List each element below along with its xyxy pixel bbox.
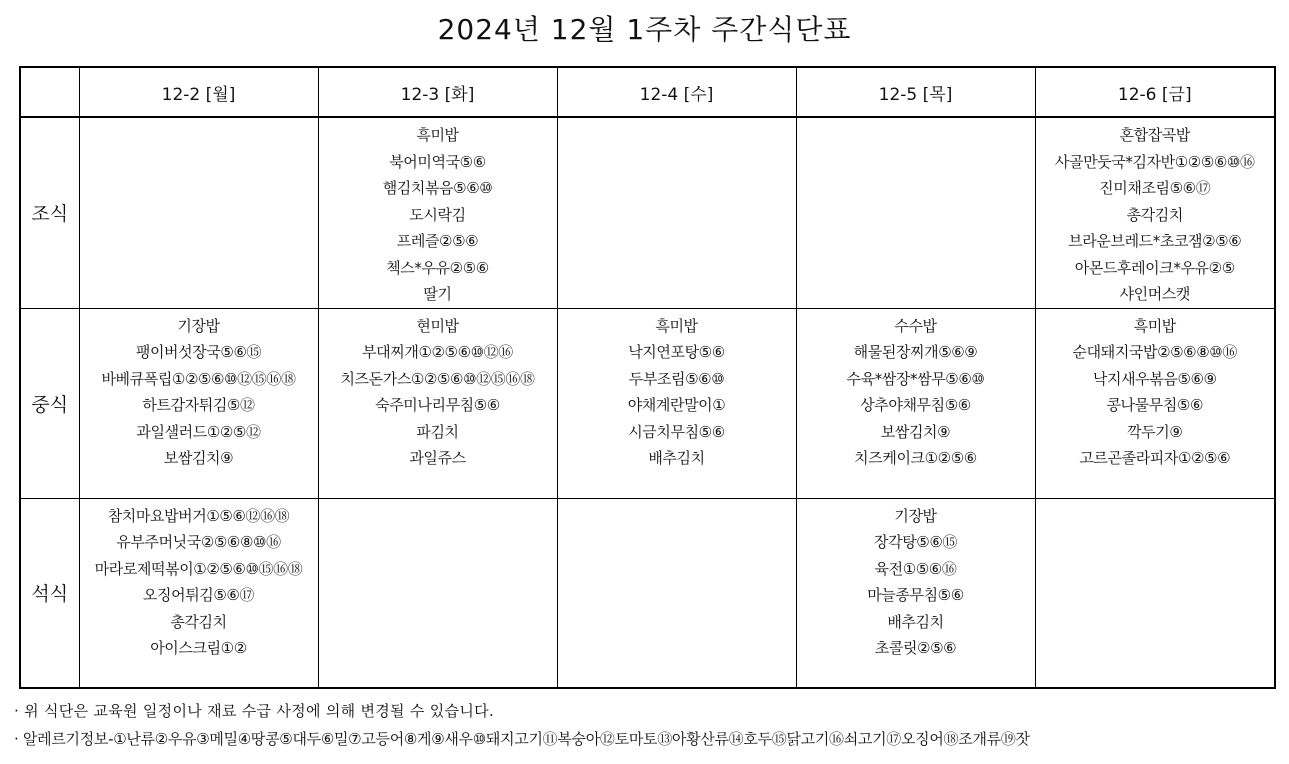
menu-item-list [797,499,1035,662]
menu-item: 참치마요밥버거①⑤⑥⑫⑯⑱ [107,506,290,525]
meal-row-lunch [20,308,1275,498]
menu-item: 아몬드후레이크*우유②⑤ [1074,258,1235,277]
day-header-thu: 12-5 [목] [796,67,1035,117]
menu-item: 오징어튀김⑤⑥⑰ [142,586,255,604]
menu-item: 햄김치볶음⑤⑥⑩ [382,179,493,197]
menu-item: 두부조림⑤⑥⑩ [628,369,725,388]
menu-item: 순대돼지국밥②⑤⑥⑧⑩⑯ [1072,343,1237,361]
menu-item: 기장밥 [177,316,220,335]
menu-cell-lunch-mon [79,308,318,498]
meal-label: 석식 [20,498,79,688]
menu-item-list [80,309,318,472]
menu-item: 총각김치 [170,612,227,631]
menu-item: 육전①⑤⑥⑯ [874,559,957,578]
menu-item: 마늘종무침⑤⑥ [867,586,964,604]
menu-cell-lunch-fri [1035,308,1275,498]
menu-item: 유부주머닛국②⑤⑥⑧⑩⑯ [116,533,281,551]
menu-item: 치즈돈가스①②⑤⑥⑩⑫⑮⑯⑱ [340,369,535,388]
menu-cell-dinner-thu [796,498,1035,688]
menu-item-list [1036,499,1275,503]
menu-item: 진미채조림⑤⑥⑰ [1099,179,1211,197]
menu-item-list [80,118,318,122]
menu-item: 고르곤졸라피자①②⑤⑥ [1079,449,1231,467]
menu-cell-breakfast-tue [318,117,557,308]
menu-item: 마라로제떡볶이①②⑤⑥⑩⑮⑯⑱ [94,559,303,578]
menu-cell-dinner-wed [557,498,796,688]
menu-cell-dinner-mon [79,498,318,688]
menu-item: 샤인머스캣 [1119,285,1190,303]
menu-item: 야채계란말이① [627,396,726,414]
menu-item: 브라운브레드*초코잼②⑤⑥ [1068,232,1242,250]
menu-item: 시금치무침⑤⑥ [628,422,725,441]
menu-item: 바베큐폭립①②⑤⑥⑩⑫⑮⑯⑱ [101,369,296,388]
meal-label: 조식 [20,117,79,308]
menu-item: 딸기 [423,285,452,303]
menu-item: 흑미밥 [416,126,459,144]
menu-item-list [797,118,1035,122]
day-header-wed: 12-4 [수] [557,67,796,117]
menu-item: 흑미밥 [1133,316,1176,335]
menu-item: 북어미역국⑤⑥ [389,152,486,171]
allergy-info: · 알레르기정보-①난류②우유③메밀④땅콩⑤대두⑥밀⑦고등어⑧게⑨새우⑩돼지고기⑪복숭아⑫토마토⑬아황산류⑭호두⑮닭고기⑯쇠고기⑰오징어⑱조개류⑲잣 [14,730,1030,748]
menu-item: 보쌈김치⑨ [880,422,951,441]
menu-item: 낙지연포탕⑤⑥ [628,343,725,361]
meal-row-breakfast [20,117,1275,308]
menu-item: 파김치 [416,422,459,441]
weekly-menu-table [19,66,1276,689]
header-row [20,67,1275,117]
menu-item-list [1036,309,1275,472]
menu-cell-breakfast-fri [1035,117,1275,308]
menu-cell-lunch-tue [318,308,557,498]
menu-item-list [1036,118,1275,308]
day-header-mon: 12-2 [월] [79,67,318,117]
menu-item-list [558,499,796,503]
menu-item: 아이스크림①② [150,639,247,657]
meal-label: 중식 [20,308,79,498]
menu-item-list [80,499,318,662]
menu-cell-dinner-tue [318,498,557,688]
menu-item-list [558,118,796,122]
menu-item-list [319,118,557,308]
menu-item: 숙주미나리무침⑤⑥ [375,396,500,414]
menu-item: 낙지새우볶음⑤⑥⑨ [1092,369,1217,388]
day-header-tue: 12-3 [화] [318,67,557,117]
menu-item: 하트감자튀김⑤⑫ [142,396,255,414]
menu-cell-lunch-wed [557,308,796,498]
menu-item: 치즈케이크①②⑤⑥ [854,449,977,467]
menu-item-list [319,309,557,472]
menu-cell-breakfast-wed [557,117,796,308]
menu-item: 현미밥 [416,316,459,335]
menu-item: 총각김치 [1126,205,1183,224]
meal-row-dinner [20,498,1275,688]
menu-item: 기장밥 [894,506,937,525]
menu-item: 팽이버섯장국⑤⑥⑮ [135,343,262,361]
menu-item: 콩나물무침⑤⑥ [1106,396,1204,414]
menu-item: 과일쥬스 [409,449,466,467]
menu-item: 해물된장찌개⑤⑥⑨ [853,343,978,361]
menu-item: 과일샐러드①②⑤⑫ [136,422,261,441]
day-header-fri: 12-6 [금] [1035,67,1275,117]
menu-item: 흑미밥 [655,316,698,335]
menu-item: 장각탕⑤⑥⑮ [874,533,957,551]
menu-item-list [558,309,796,472]
menu-item: 배추김치 [887,612,944,631]
menu-item: 사골만둣국*김자반①②⑤⑥⑩⑯ [1054,152,1255,171]
page-title: 2024년 12월 1주차 주간식단표 [437,13,852,46]
menu-item: 프레즐②⑤⑥ [396,232,479,250]
menu-cell-breakfast-mon [79,117,318,308]
menu-item: 상추야채무침⑤⑥ [860,396,971,414]
menu-item-list [797,309,1035,472]
notes [14,697,1030,753]
menu-item: 첵스*우유②⑤⑥ [386,258,489,277]
menu-cell-lunch-thu [796,308,1035,498]
menu-item: 깍두기⑨ [1127,422,1183,441]
menu-item: 보쌈김치⑨ [163,449,234,467]
menu-item: 수수밥 [894,316,937,335]
menu-item: 수육*쌈장*쌈무⑤⑥⑩ [846,369,985,388]
menu-item: 배추김치 [648,449,705,467]
menu-item: 혼합잡곡밥 [1119,126,1190,144]
corner-cell [20,67,79,117]
menu-item-list [319,499,557,503]
menu-item: 부대찌개①②⑤⑥⑩⑫⑯ [362,343,513,361]
change-notice: · 위 식단은 교육원 일정이나 재료 수급 사정에 의해 변경될 수 있습니다. [14,702,495,720]
menu-item: 초콜릿②⑤⑥ [874,639,957,657]
menu-cell-breakfast-thu [796,117,1035,308]
menu-cell-dinner-fri [1035,498,1275,688]
menu-item: 도시락김 [409,205,466,224]
